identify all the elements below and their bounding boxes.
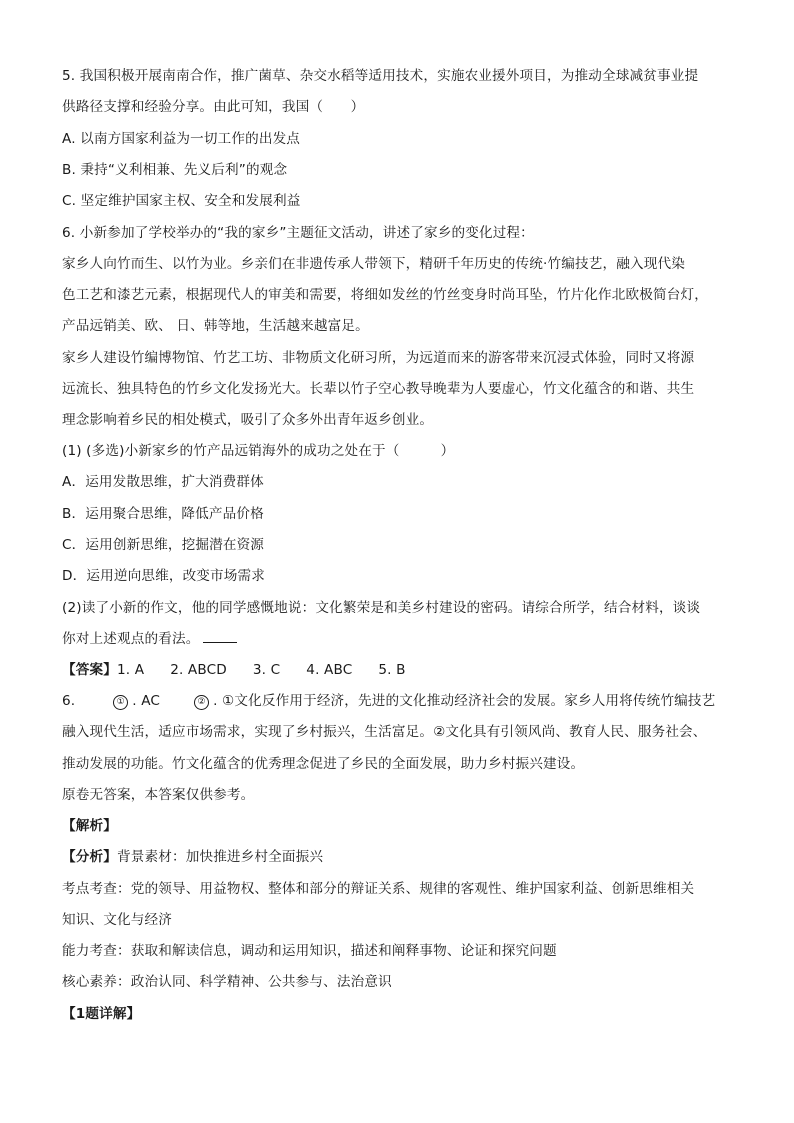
analysis-fenxi-row <box>62 847 323 867</box>
answer-3: 3. C <box>252 662 281 678</box>
q5-option-c: C. 坚定维护国家主权、安全和发展利益 <box>62 193 301 209</box>
q6-para1-line1: 家乡人向竹而生、以竹为业。乡亲们在非遗传承人带领下，精研千年历史的传统·竹编技艺，融入现代染 <box>62 256 685 272</box>
q6-answer-number: 6. <box>62 693 76 709</box>
answer-note: 原卷无答案，本答案仅供参考。 <box>62 787 255 803</box>
q6-intro: 6. 小新参加了学校举办的“我的家乡”主题征文活动，讲述了家乡的变化过程： <box>62 225 534 241</box>
q6-sub1-option-b: B．运用聚合思维，降低产品价格 <box>62 506 264 522</box>
kaodian-line2: 知识、文化与经济 <box>62 912 172 928</box>
answer-1: 1. A <box>116 662 145 678</box>
q6-para2-line3: 理念影响着乡民的相处模式，吸引了众多外出青年返乡创业。 <box>62 412 434 428</box>
q6-answer-line2: 融入现代生活，适应市场需求，实现了乡村振兴，生活富足。②文化具有引领风尚、教育人民、服务社会、 <box>62 724 707 740</box>
answer-label: 【答案】 <box>62 662 117 678</box>
circled-one-marker: ① <box>113 695 128 710</box>
q5-stem-line2: 供路径支撑和经验分享。由此可知，我国（ ） <box>62 99 365 115</box>
answer-2: 2. ABCD <box>170 662 227 678</box>
circled-two-marker: ② <box>194 695 209 710</box>
suyang-line: 核心素养：政治认同、科学精神、公共参与、法治意识 <box>62 974 392 990</box>
analysis-label: 【解析】 <box>62 818 117 834</box>
q6-sub1-option-c: C．运用创新思维，挖掘潜在资源 <box>62 537 265 553</box>
q6-sub1-option-a: A．运用发散思维，扩大消费群体 <box>62 474 264 490</box>
nengli-line: 能力考查：获取和解读信息，调动和运用知识，描述和阐释事物、论证和探究问题 <box>62 943 557 959</box>
q5-option-b: B. 秉持“义利相兼、先义后利”的观念 <box>62 162 288 178</box>
q6-para2-line1: 家乡人建设竹编博物馆、竹艺工坊、非物质文化研习所，为远道而来的游客带来沉浸式体验，同时又将源 <box>62 350 695 366</box>
q5-option-a: A. 以南方国家利益为一切工作的出发点 <box>62 131 301 147</box>
q6-para1-line3: 产品远销美、欧、 日、韩等地，生活越来越富足。 <box>62 318 369 334</box>
answer-4: 4. ABC <box>306 662 353 678</box>
answer-5: 5. B <box>378 662 406 678</box>
q6-sub1-option-d: D．运用逆向思维，改变市场需求 <box>62 568 266 584</box>
q6-answer-part1: . AC <box>132 693 161 709</box>
fenxi-label: 【分析】 <box>62 849 117 865</box>
q6-sub1-stem: (1) (多选)小新家乡的竹产品远销海外的成功之处在于（ ） <box>62 443 455 459</box>
q6-sub2-line1: (2)读了小新的作文，他的同学感慨地说：文化繁荣是和美乡村建设的密码。请综合所学，结合材料，谈谈 <box>62 600 701 616</box>
q6-sub2-line2-row <box>62 629 237 649</box>
fenxi-text: 背景素材：加快推进乡村全面振兴 <box>116 849 324 865</box>
q6-para2-line2: 远流长、独具特色的竹乡文化发扬光大。长辈以竹子空心教导晚辈为人要虚心，竹文化蕴含的和谐、共生 <box>62 381 695 397</box>
q5-stem-line1: 5. 我国积极开展南南合作，推广菌草、杂交水稻等适用技术，实施农业援外项目，为推动全球减贫事业提 <box>62 68 699 84</box>
q6-answer-part2-line1: . ①文化反作用于经济，先进的文化推动经济社会的发展。家乡人用将传统竹编技艺 <box>213 693 716 709</box>
detail-label: 【1题详解】 <box>62 1006 141 1022</box>
q6-answer-line3: 推动发展的功能。竹文化蕴含的优秀理念促进了乡民的全面发展，助力乡村振兴建设。 <box>62 756 585 772</box>
answer-blank <box>203 630 237 643</box>
q6-answer-line1 <box>62 691 715 711</box>
q6-sub2-line2: 你对上述观点的看法。 <box>62 631 200 647</box>
answers-row <box>62 660 406 680</box>
q6-para1-line2: 色工艺和漆艺元素，根据现代人的审美和需要，将细如发丝的竹丝变身时尚耳坠，竹片化作北欧极简台灯， <box>62 287 708 303</box>
kaodian-line1: 考点考查：党的领导、用益物权、整体和部分的辩证关系、规律的客观性、维护国家利益、创新思维相关 <box>62 881 695 897</box>
